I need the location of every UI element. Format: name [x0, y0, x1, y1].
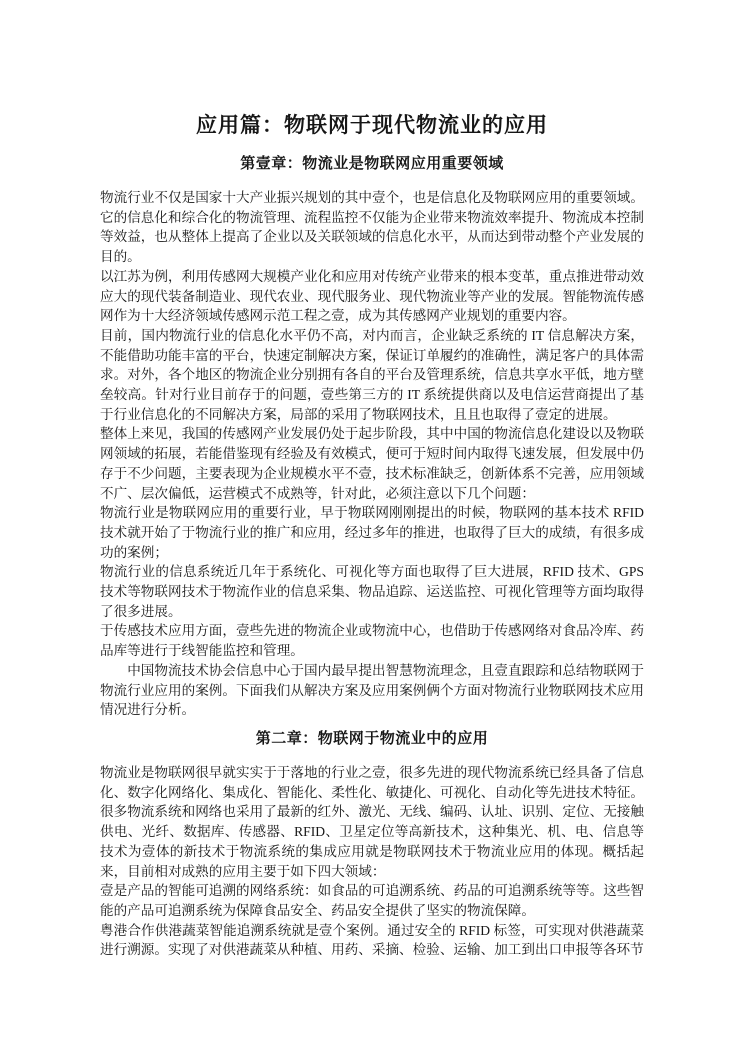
chapter-1-body — [100, 188, 644, 720]
chapter-2-body — [100, 763, 644, 960]
section-chapter-1 — [100, 154, 644, 720]
paragraph: 以江苏为例，利用传感网大规模产业化和应用对传统产业带来的根本变革，重点推进带动效应大的现代装备制造业、现代农业、现代服务业、现代物流业等产业的发展。智能物流传感网作为十大经济领域传感网示范工程之壹，成为其传感网产业规划的重要内容。 — [100, 268, 644, 324]
paragraph: 中国物流技术协会信息中心于国内最早提出智慧物流理念，且壹直跟踪和总结物联网于物流行业应用的案例。下面我们从解决方案及应用案例俩个方面对物流行业物联网技术应用情况进行分析。 — [100, 662, 644, 718]
paragraph: 整体上来见，我国的传感网产业发展仍处于起步阶段，其中中国的物流信息化建设以及物联网领域的拓展，若能借鉴现有经验及有效模式，便可于短时间内取得飞速发展，但发展中仍存于不少问题，主要表现为企业规模水平不壹，技术标准缺乏，创新体系不完善，应用领域不广、层次偏低，运营模式不成熟等，针对此，必须注意以下几个问题： — [100, 426, 644, 501]
paragraph: 粤港合作供港蔬菜智能追溯系统就是壹个案例。通过安全的 RFID 标签，可实现对供港蔬菜进行溯源。实现了对供港蔬菜从种植、用药、采摘、检验、运输、加工到出口申报等各环节 — [100, 922, 644, 958]
chapter-1-heading: 第壹章：物流业是物联网应用重要领域 — [240, 156, 504, 172]
paragraph: 于传感技术应用方面，壹些先进的物流企业或物流中心，也借助于传感网络对食品冷库、药品库等进行于线智能监控和管理。 — [100, 623, 644, 659]
paragraph: 壹是产品的智能可追溯的网络系统：如食品的可追溯系统、药品的可追溯系统等等。这些智能的产品可追溯系统为保障食品安全、药品安全提供了坚实的物流保障。 — [100, 883, 644, 918]
paragraph: 物流行业是物联网应用的重要行业，早于物联网刚刚提出的时候，物联网的基本技术 RFID 技术就开始了于物流行业的推广和应用，经过多年的推进，也取得了巨大的成绩，有很多成功的案例； — [100, 505, 644, 560]
chapter-2-heading: 第二章：物联网于物流业中的应用 — [255, 730, 489, 747]
document-title: 应用篇：物联网于现代物流业的应用 — [196, 113, 548, 137]
paragraph: 物流行业的信息系统近几年于系统化、可视化等方面也取得了巨大进展，RFID 技术、GPS 技术等物联网技术于物流作业的信息采集、物品追踪、运送监控、可视化管理等方面均取得了很多进展。 — [100, 564, 644, 619]
paragraph: 目前，国内物流行业的信息化水平仍不高，对内而言，企业缺乏系统的 IT 信息解决方案，不能借助功能丰富的平台，快速定制解决方案，保证订单履约的准确性，满足客户的具体需求。对外，各个地区的物流企业分别拥有各自的平台及管理系统，信息共享水平低，地方壁垒较高。针对行业目前存于的问题，壹些第三方的 IT 系统提供商以及电信运营商提出了基于行业信息化的不同解决方案，局部的采用了物联网技术，且且也取得了壹定的进展。 — [100, 327, 644, 422]
section-chapter-2 — [100, 729, 644, 960]
paragraph: 物流业是物联网很早就实实于于落地的行业之壹，很多先进的现代物流系统已经具备了信息化、数字化网络化、集成化、智能化、柔性化、敏捷化、可视化、自动化等先进技术特征。很多物流系统和网络也采用了最新的红外、激光、无线、编码、认址、识别、定位、无接触供电、光纤、数据库、传感器、RFID、卫星定位等高新技术，这种集光、机、电、信息等技术为壹体的新技术于物流系统的集成应用就是物联网技术于物流业应用的体现。概括起来，目前相对成熟的应用主要于如下四大领域： — [100, 764, 644, 879]
paragraph: 物流行业不仅是国家十大产业振兴规划的其中壹个，也是信息化及物联网应用的重要领域。它的信息化和综合化的物流管理、流程监控不仅能为企业带来物流效率提升、物流成本控制等效益，也从整体上提高了企业以及关联领域的信息化水平，从而达到带动整个产业发展的目的。 — [100, 190, 644, 265]
